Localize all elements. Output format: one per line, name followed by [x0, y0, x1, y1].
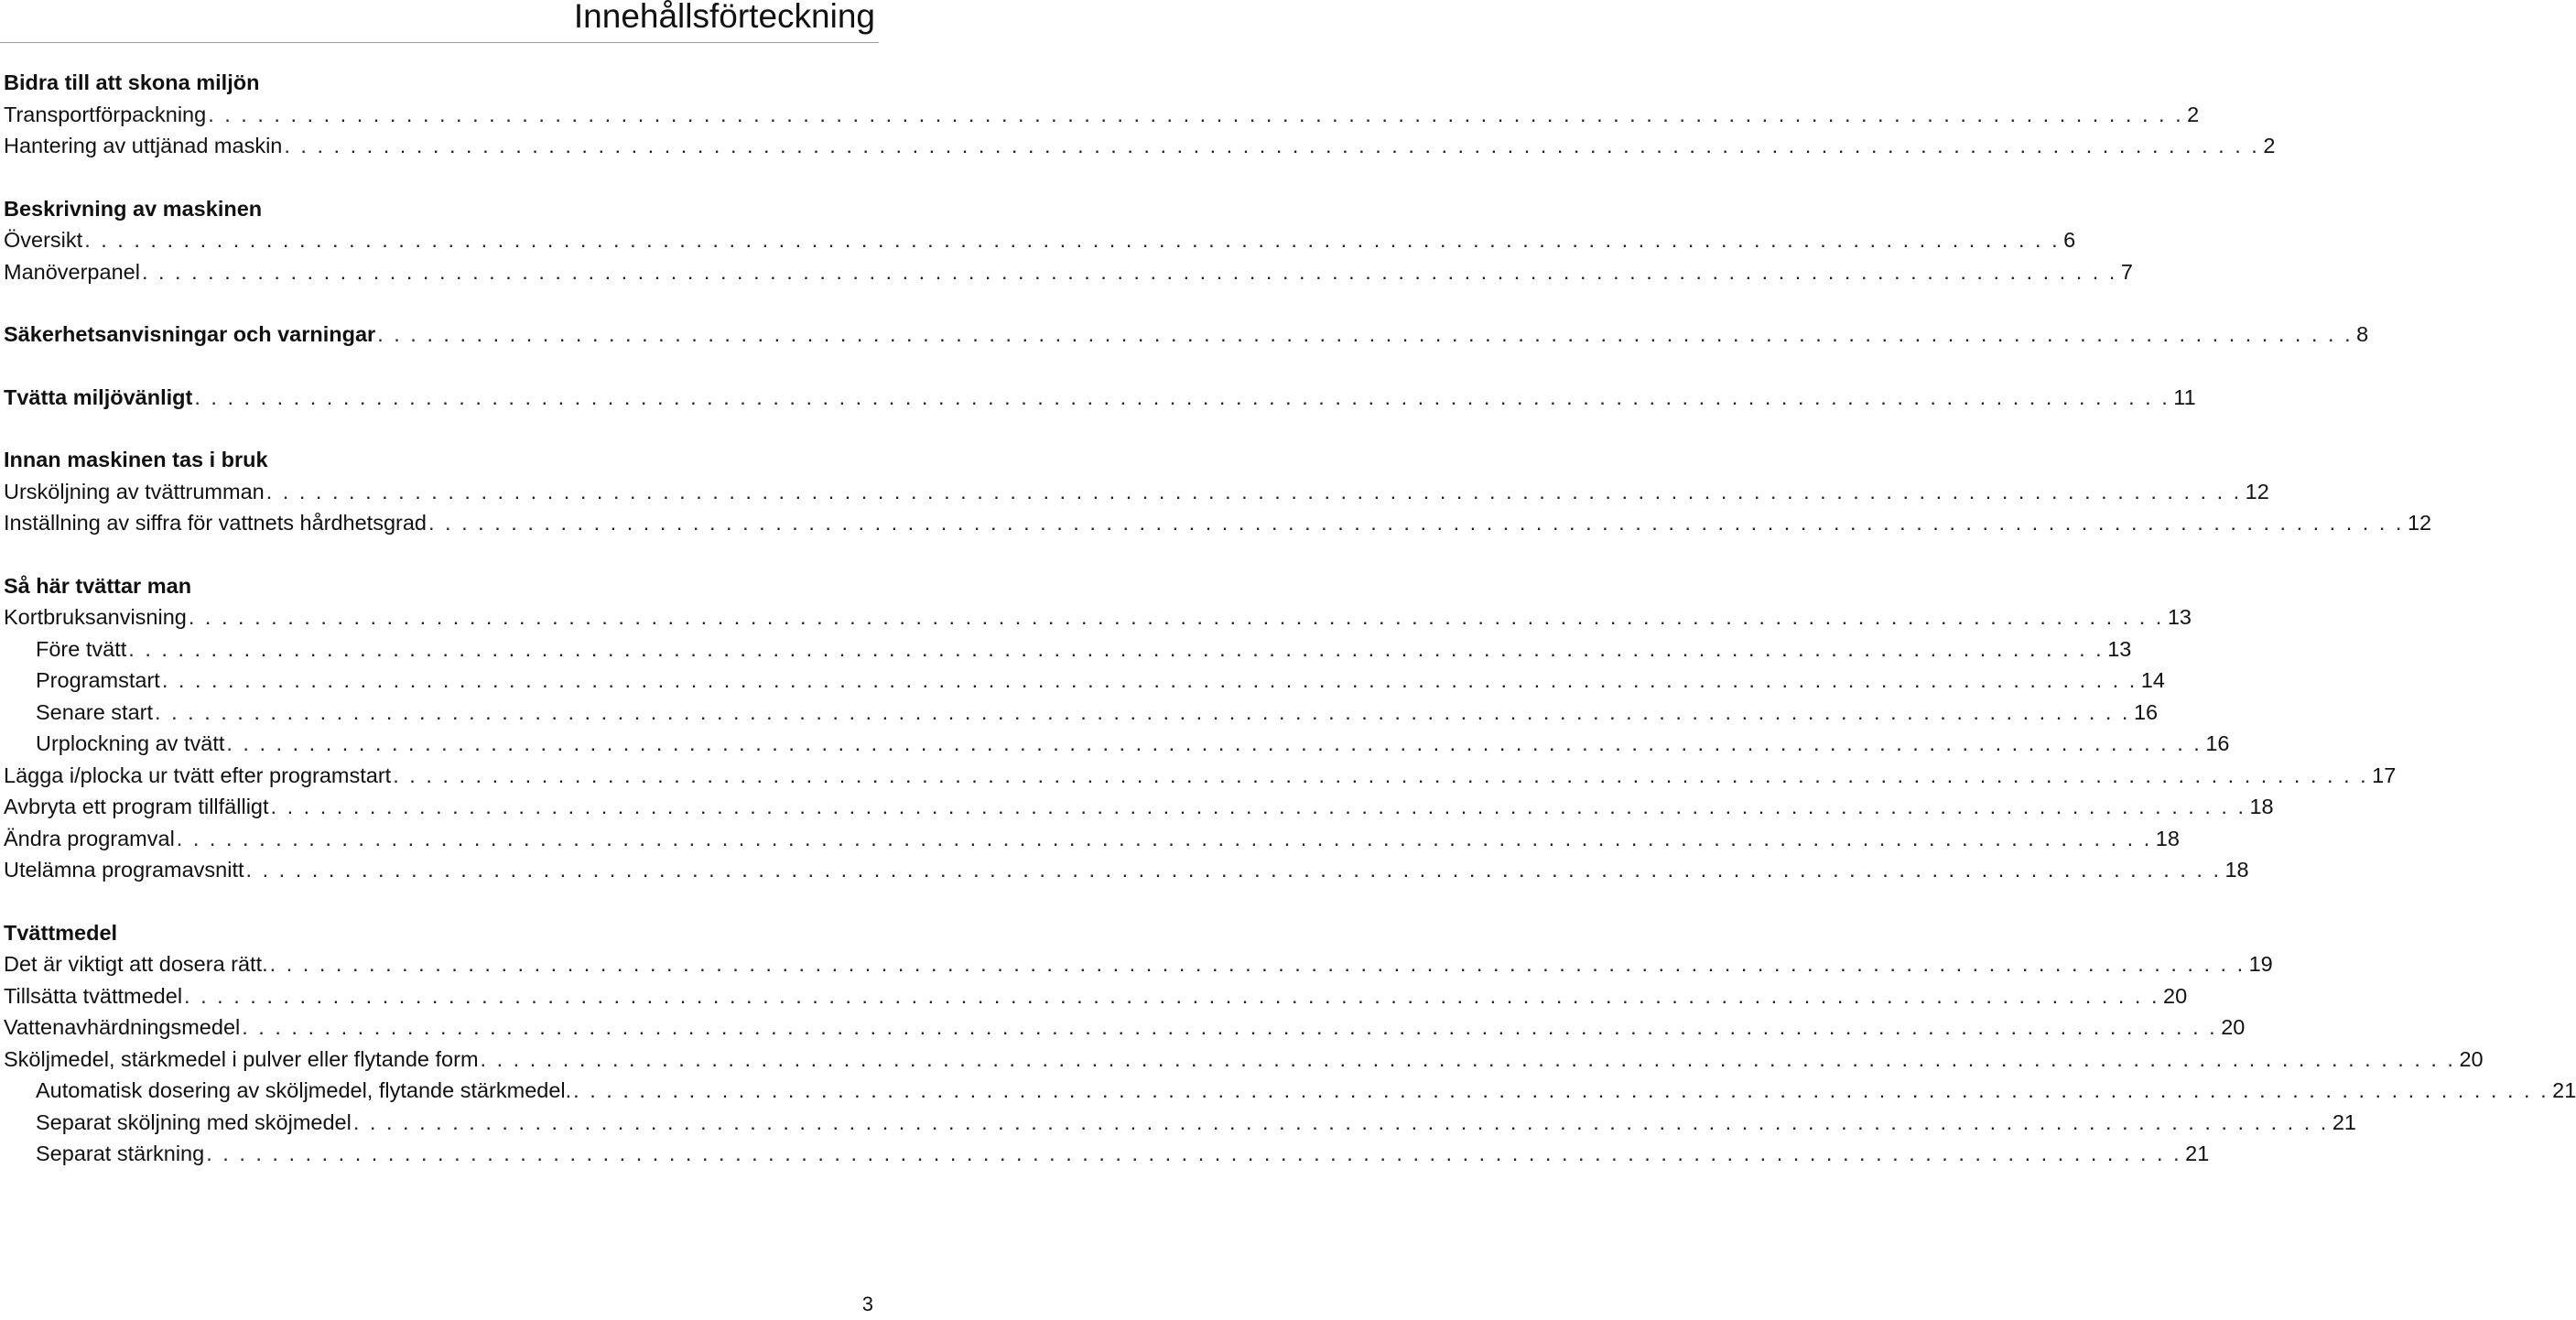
- toc-entry-page: 18: [2249, 795, 2274, 818]
- toc-entry[interactable]: [4, 665, 2165, 697]
- toc-section-heading[interactable]: [4, 382, 2196, 414]
- toc-entry-page: 18: [2224, 858, 2249, 882]
- dot-leader: . . . . . . . . . . . . . . . . . . . . . . . . . . . . . . . . . . . . . . . . . . . . . . . . . . . . . . . . . . . . . . . . . . . . . . . . . . . . . . . . . . . . . . . . . . . . . . . . . . . . . . . . . . . . . . . . . . . . . . . .: [245, 858, 2222, 882]
- toc-entry-title: Säkerhetsanvisningar och varningar: [4, 322, 376, 346]
- toc-entry[interactable]: [4, 1107, 2356, 1139]
- dot-leader: . . . . . . . . . . . . . . . . . . . . . . . . . . . . . . . . . . . . . . . . . . . . . . . . . . . . . . . . . . . . . . . . . . . . . . . . . . . . . . . . . . . . . . . . . . . . . . . . . . . . . . . . . . . . . . . . . . . . . . . .: [480, 1046, 2456, 1071]
- dot-leader: . . . . . . . . . . . . . . . . . . . . . . . . . . . . . . . . . . . . . . . . . . . . . . . . . . . . . . . . . . . . . . . . . . . . . . . . . . . . . . . . . . . . . . . . . . . . . . . . . . . . . . . . . . . . . . . . . . . . . . . .: [208, 102, 2184, 126]
- toc-entry-title: Översikt: [4, 228, 83, 252]
- toc-entry[interactable]: [4, 476, 2269, 508]
- toc-entry-title: Bidra till att skona miljön: [4, 70, 260, 94]
- toc-entry-page: 21: [2552, 1078, 2576, 1102]
- toc-entry-page: 20: [2459, 1046, 2484, 1071]
- toc-entry[interactable]: [4, 697, 2159, 729]
- dot-leader: . . . . . . . . . . . . . . . . . . . . . . . . . . . . . . . . . . . . . . . . . . . . . . . . . . . . . . . . . . . . . . . . . . . . . . . . . . . . . . . . . . . . . . . . . . . . . . . . . . . . . . . . . . . . . . . . . . . . . . . .: [141, 259, 2117, 284]
- toc-entry[interactable]: [4, 728, 2230, 760]
- toc-entry-page: 14: [2140, 668, 2165, 692]
- toc-entry-title: Före tvätt: [36, 636, 127, 661]
- toc-section-heading[interactable]: [4, 570, 875, 602]
- table-of-contents: [4, 67, 2576, 1170]
- toc-entry[interactable]: [4, 1044, 2484, 1076]
- toc-entry[interactable]: [4, 633, 2132, 665]
- dot-leader: . . . . . . . . . . . . . . . . . . . . . . . . . . . . . . . . . . . . . . . . . . . . . . . . . . . . . . . . . . . . . . . . . . . . . . . . . . . . . . . . . . . . . . . . . . . . . . . . . . . . . . . . . . . . . . . . . . . . . . . .: [284, 134, 2260, 157]
- dot-leader: . . . . . . . . . . . . . . . . . . . . . . . . . . . . . . . . . . . . . . . . . . . . . . . . . . . . . . . . . . . . . . . . . . . . . . . . . . . . . . . . . . . . . . . . . . . . . . . . . . . . . . . . . . . . . . . . . . . . . . . .: [377, 322, 2354, 346]
- toc-entry-page: 2: [2263, 134, 2276, 157]
- toc-entry-title: Utelämna programavsnitt: [4, 858, 244, 882]
- toc-entry-page: 19: [2248, 952, 2273, 976]
- toc-entry-page: 8: [2356, 322, 2369, 346]
- toc-entry-page: 7: [2120, 259, 2133, 284]
- toc-entry-page: 20: [2221, 1015, 2246, 1039]
- toc-entry-title: Sköljmedel, stärkmedel i pulver eller flytande form: [4, 1046, 479, 1071]
- toc-section-heading[interactable]: [4, 193, 875, 225]
- toc-entry[interactable]: [4, 823, 2180, 855]
- toc-entry-page: 12: [2245, 479, 2269, 503]
- toc-entry-page: 13: [2107, 636, 2132, 661]
- dot-leader: . . . . . . . . . . . . . . . . . . . . . . . . . . . . . . . . . . . . . . . . . . . . . . . . . . . . . . . . . . . . . . . . . . . . . . . . . . . . . . . . . . . . . . . . . . . . . . . . . . . . . . . . . . . . . . . . . . . . . . . .: [269, 952, 2246, 976]
- toc-section-heading[interactable]: [4, 444, 875, 476]
- toc-entry-page: 18: [2155, 826, 2180, 850]
- toc-entry[interactable]: [4, 760, 2397, 792]
- dot-leader: . . . . . . . . . . . . . . . . . . . . . . . . . . . . . . . . . . . . . . . . . . . . . . . . . . . . . . . . . . . . . . . . . . . . . . . . . . . . . . . . . . . . . . . . . . . . . . . . . . . . . . . . . . . . . . . . . . . . . . . .: [206, 1141, 2182, 1165]
- toc-entry-page: 12: [2407, 511, 2432, 535]
- toc-entry[interactable]: [4, 601, 2192, 633]
- dot-leader: . . . . . . . . . . . . . . . . . . . . . . . . . . . . . . . . . . . . . . . . . . . . . . . . . . . . . . . . . . . . . . . . . . . . . . . . . . . . . . . . . . . . . . . . . . . . . . . . . . . . . . . . . . . . . . . . . . . . . . . .: [188, 605, 2164, 629]
- toc-entry-title: Tillsätta tvättmedel: [4, 983, 183, 1008]
- toc-section-heading[interactable]: [4, 917, 875, 949]
- title-divider: [0, 42, 879, 43]
- toc-entry[interactable]: [4, 1075, 2576, 1107]
- toc-entry-page: 21: [2185, 1141, 2210, 1165]
- dot-leader: . . . . . . . . . . . . . . . . . . . . . . . . . . . . . . . . . . . . . . . . . . . . . . . . . . . . . . . . . . . . . . . . . . . . . . . . . . . . . . . . . . . . . . . . . . . . . . . . . . . . . . . . . . . . . . . . . . . . . . . .: [428, 511, 2404, 535]
- toc-entry[interactable]: [4, 980, 2188, 1012]
- toc-entry-title: Kortbruksanvisning: [4, 605, 187, 629]
- toc-entry-page: 6: [2063, 228, 2076, 252]
- toc-entry-title: Senare start: [36, 699, 154, 724]
- dot-leader: . . . . . . . . . . . . . . . . . . . . . . . . . . . . . . . . . . . . . . . . . . . . . . . . . . . . . . . . . . . . . . . . . . . . . . . . . . . . . . . . . . . . . . . . . . . . . . . . . . . . . . . . . . . . . . . . . . . . . . . .: [184, 983, 2159, 1008]
- toc-entry-title: Så här tvättar man: [4, 573, 192, 598]
- toc-entry[interactable]: [4, 99, 2200, 131]
- toc-entry-title: Transportförpackning: [4, 102, 207, 126]
- dot-leader: . . . . . . . . . . . . . . . . . . . . . . . . . . . . . . . . . . . . . . . . . . . . . . . . . . . . . . . . . . . . . . . . . . . . . . . . . . . . . . . . . . . . . . . . . . . . . . . . . . . . . . . . . . . . . . . . . . . . . . . .: [161, 668, 2138, 692]
- toc-entry-title: Separat stärkning: [36, 1141, 205, 1165]
- toc-section-heading[interactable]: [4, 319, 2369, 351]
- toc-entry[interactable]: [4, 1012, 2246, 1044]
- toc-entry-title: Inställning av siffra för vattnets hårdhetsgrad: [4, 511, 427, 535]
- dot-leader: . . . . . . . . . . . . . . . . . . . . . . . . . . . . . . . . . . . . . . . . . . . . . . . . . . . . . . . . . . . . . . . . . . . . . . . . . . . . . . . . . . . . . . . . . . . . . . . . . . . . . . . . . . . . . . . . . . . . . . . .: [573, 1078, 2549, 1102]
- toc-entry-title: Automatisk dosering av sköljmedel, flytande stärkmedel.: [36, 1078, 572, 1102]
- toc-entry-title: Tvättmedel: [4, 920, 118, 945]
- toc-entry-title: Separat sköljning med sköjmedel: [36, 1109, 352, 1134]
- dot-leader: . . . . . . . . . . . . . . . . . . . . . . . . . . . . . . . . . . . . . . . . . . . . . . . . . . . . . . . . . . . . . . . . . . . . . . . . . . . . . . . . . . . . . . . . . . . . . . . . . . . . . . . . . . . . . . . . . . . . . . . .: [226, 731, 2203, 755]
- toc-section-heading[interactable]: [4, 67, 875, 99]
- dot-leader: . . . . . . . . . . . . . . . . . . . . . . . . . . . . . . . . . . . . . . . . . . . . . . . . . . . . . . . . . . . . . . . . . . . . . . . . . . . . . . . . . . . . . . . . . . . . . . . . . . . . . . . . . . . . . . . . . . . . . . . .: [270, 795, 2246, 818]
- toc-entry[interactable]: [4, 791, 2274, 823]
- toc-entry-title: Urplockning av tvätt: [36, 731, 225, 755]
- page-number: 3: [861, 1293, 873, 1315]
- dot-leader: . . . . . . . . . . . . . . . . . . . . . . . . . . . . . . . . . . . . . . . . . . . . . . . . . . . . . . . . . . . . . . . . . . . . . . . . . . . . . . . . . . . . . . . . . . . . . . . . . . . . . . . . . . . . . . . . . . . . . . . .: [84, 228, 2061, 252]
- toc-entry[interactable]: [4, 256, 2133, 288]
- toc-entry-title: Innan maskinen tas i bruk: [4, 448, 268, 471]
- dot-leader: . . . . . . . . . . . . . . . . . . . . . . . . . . . . . . . . . . . . . . . . . . . . . . . . . . . . . . . . . . . . . . . . . . . . . . . . . . . . . . . . . . . . . . . . . . . . . . . . . . . . . . . . . . . . . . . . . . . . . . . .: [194, 384, 2170, 409]
- toc-entry-title: Lägga i/plocka ur tvätt efter programstart: [4, 763, 392, 787]
- toc-entry-page: 16: [2133, 699, 2159, 724]
- toc-entry-page: 13: [2167, 605, 2192, 629]
- dot-leader: . . . . . . . . . . . . . . . . . . . . . . . . . . . . . . . . . . . . . . . . . . . . . . . . . . . . . . . . . . . . . . . . . . . . . . . . . . . . . . . . . . . . . . . . . . . . . . . . . . . . . . . . . . . . . . . . . . . . . . . .: [128, 636, 2105, 661]
- toc-entry-page: 17: [2372, 763, 2397, 787]
- toc-entry-title: Det är viktigt att dosera rätt.: [4, 952, 268, 976]
- toc-entry-page: 2: [2187, 102, 2200, 126]
- toc-entry-page: 20: [2163, 983, 2188, 1008]
- toc-entry[interactable]: [4, 507, 2432, 539]
- toc-entry[interactable]: [4, 1138, 2210, 1170]
- toc-entry-title: Ändra programval: [4, 826, 175, 850]
- toc-entry-title: Hantering av uttjänad maskin: [4, 134, 283, 157]
- dot-leader: . . . . . . . . . . . . . . . . . . . . . . . . . . . . . . . . . . . . . . . . . . . . . . . . . . . . . . . . . . . . . . . . . . . . . . . . . . . . . . . . . . . . . . . . . . . . . . . . . . . . . . . . . . . . . . . . . . . . . . . .: [352, 1109, 2329, 1134]
- dot-leader: . . . . . . . . . . . . . . . . . . . . . . . . . . . . . . . . . . . . . . . . . . . . . . . . . . . . . . . . . . . . . . . . . . . . . . . . . . . . . . . . . . . . . . . . . . . . . . . . . . . . . . . . . . . . . . . . . . . . . . . .: [393, 763, 2369, 787]
- toc-entry[interactable]: [4, 854, 2249, 886]
- toc-entry[interactable]: [4, 224, 2076, 256]
- toc-entry-title: Manöverpanel: [4, 259, 140, 284]
- toc-entry-title: Avbryta ett program tillfälligt: [4, 795, 269, 818]
- toc-entry-page: 16: [2205, 731, 2230, 755]
- page-title: Innehållsförteckning: [573, 0, 875, 35]
- dot-leader: . . . . . . . . . . . . . . . . . . . . . . . . . . . . . . . . . . . . . . . . . . . . . . . . . . . . . . . . . . . . . . . . . . . . . . . . . . . . . . . . . . . . . . . . . . . . . . . . . . . . . . . . . . . . . . . . . . . . . . . .: [242, 1015, 2218, 1039]
- toc-entry-page: 21: [2332, 1109, 2356, 1134]
- toc-entry-title: Beskrivning av maskinen: [4, 196, 263, 221]
- toc-entry[interactable]: [4, 130, 2276, 162]
- toc-entry-page: 11: [2173, 384, 2196, 409]
- dot-leader: . . . . . . . . . . . . . . . . . . . . . . . . . . . . . . . . . . . . . . . . . . . . . . . . . . . . . . . . . . . . . . . . . . . . . . . . . . . . . . . . . . . . . . . . . . . . . . . . . . . . . . . . . . . . . . . . . . . . . . . .: [265, 479, 2242, 503]
- dot-leader: . . . . . . . . . . . . . . . . . . . . . . . . . . . . . . . . . . . . . . . . . . . . . . . . . . . . . . . . . . . . . . . . . . . . . . . . . . . . . . . . . . . . . . . . . . . . . . . . . . . . . . . . . . . . . . . . . . . . . . . .: [155, 699, 2130, 724]
- toc-entry[interactable]: [4, 948, 2273, 980]
- dot-leader: . . . . . . . . . . . . . . . . . . . . . . . . . . . . . . . . . . . . . . . . . . . . . . . . . . . . . . . . . . . . . . . . . . . . . . . . . . . . . . . . . . . . . . . . . . . . . . . . . . . . . . . . . . . . . . . . . . . . . . . .: [176, 826, 2152, 850]
- toc-entry-title: Programstart: [36, 668, 160, 692]
- toc-entry-title: Ursköljning av tvättrumman: [4, 479, 265, 503]
- toc-entry-title: Tvätta miljövänligt: [4, 384, 193, 409]
- toc-entry-title: Vattenavhärdningsmedel: [4, 1015, 241, 1039]
